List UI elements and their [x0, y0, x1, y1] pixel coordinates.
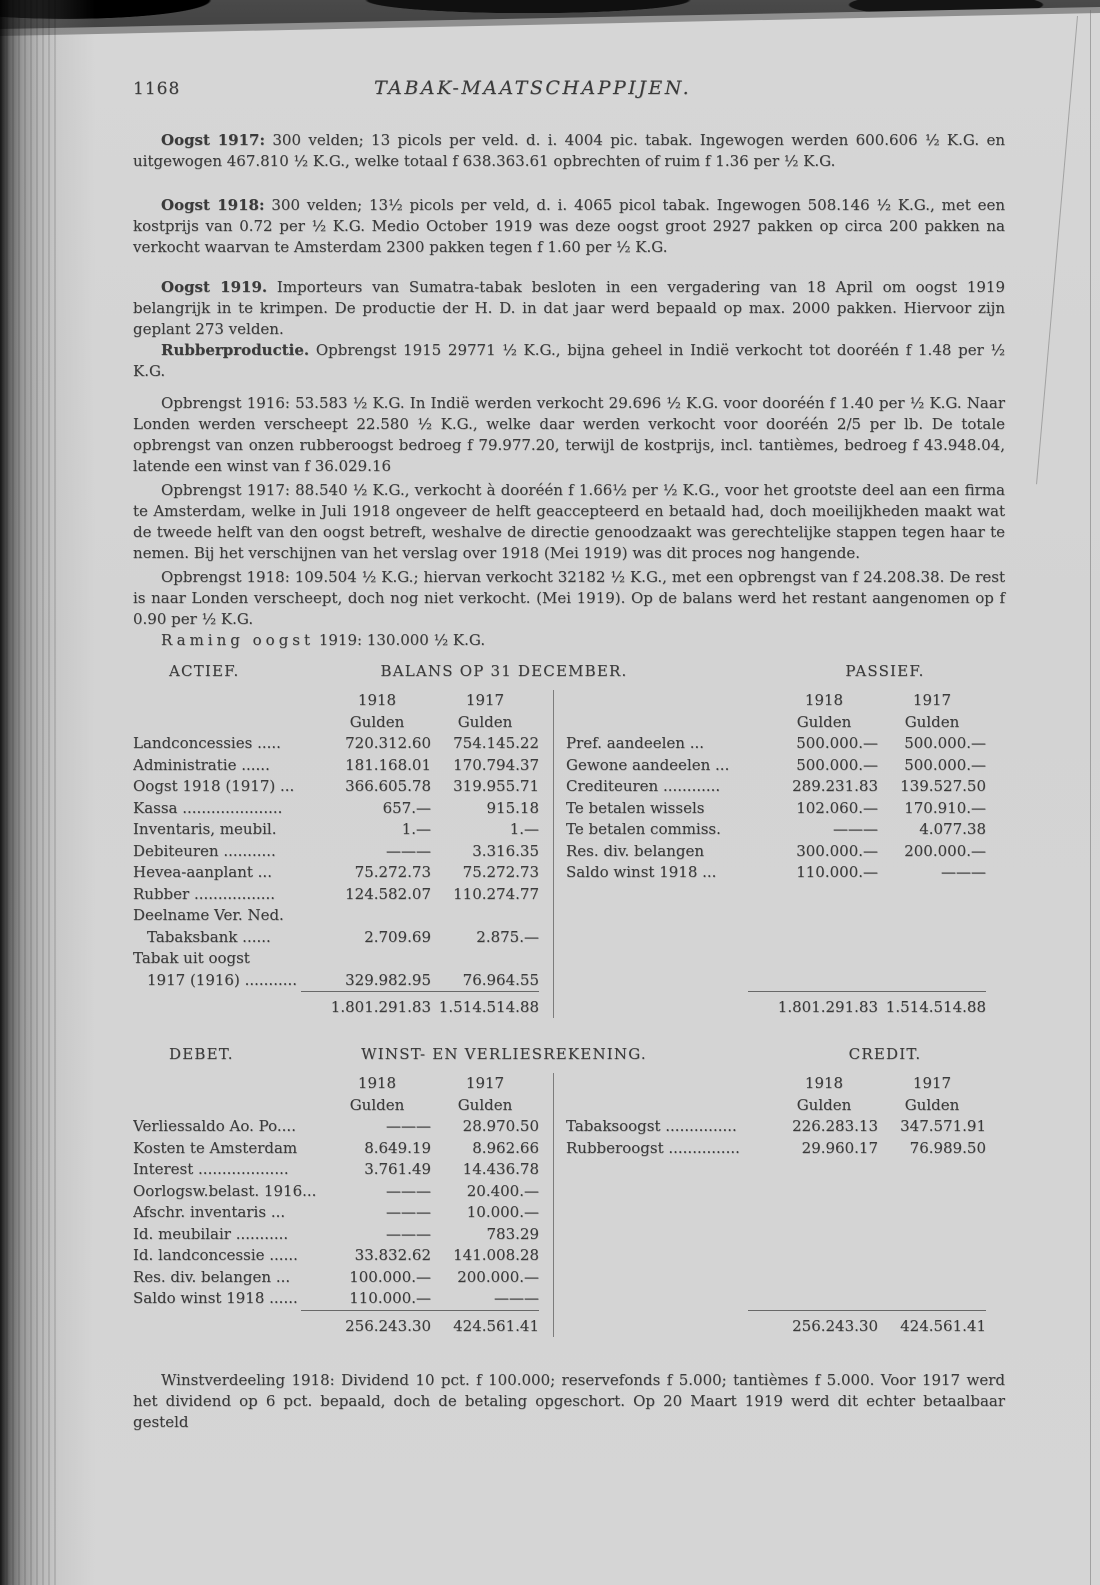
value-1918: 100.000.— — [349, 1267, 431, 1286]
paragraph-text: Opbrengst 1915 29771 ½ K.G., bijna geheel in Indië verkocht tot dooréén f 1.48 per ½ K.G. — [133, 341, 1005, 380]
row-label: Gewone aandeelen ... — [566, 755, 730, 774]
table-row — [133, 733, 539, 755]
page-header — [133, 78, 1005, 100]
value-1918: ——— — [386, 1117, 431, 1135]
table-row — [133, 884, 539, 906]
row-label: Res. div. belangen — [566, 841, 705, 860]
paragraph-text: 300 velden; 13½ picols per veld, d. i. 4065 picol tabak. Ingewogen 508.146 ½ K.G., met een kostprijs van 0.72 per ½ K.G. Medio October 1919 was deze oogst groot 2927 pakken op circa 200 pakken na verkocht waarvan te Amsterdam 2300 pakken tegen f 1.60 per ½ K.G. — [133, 196, 1005, 256]
row-label: Pref. aandeelen ... — [566, 734, 705, 752]
balance-sheet — [133, 661, 1005, 1018]
credit-column — [554, 1073, 1005, 1337]
paragraph-text: 300 velden; 13 picols per veld. d. i. 4004 pic. tabak. Ingewogen werden 600.606 ½ K.G. en uitgewogen 467.810 ½ K.G., welke totaal f 638.363.61 opbrechten of ruim f 1.36 per ½ K.G. — [133, 131, 1005, 170]
unit-header-row — [133, 1095, 539, 1117]
balance-title: BALANS OP 31 DECEMBER. — [380, 662, 628, 680]
value-1918: 329.982.95 — [345, 970, 431, 989]
profit-loss-statement — [133, 1044, 1005, 1337]
value-1918: 75.272.73 — [354, 863, 431, 881]
row-label: Tabaksbank ...... — [147, 927, 271, 946]
total-1917: 1.514.514.88 — [885, 998, 986, 1016]
credit-heading: CREDIT. — [848, 1045, 922, 1063]
row-label: Rubber ................. — [133, 884, 276, 903]
row-label: Afschr. inventaris ... — [133, 1203, 286, 1221]
paragraph-oogst-1919 — [133, 277, 1005, 340]
year-header-row — [566, 690, 986, 712]
table-row — [566, 798, 986, 820]
value-1917: 75.272.73 — [462, 863, 539, 881]
value-1917: 139.527.50 — [900, 777, 986, 795]
unit-header-row — [566, 712, 986, 734]
value-1917: 319.955.71 — [453, 777, 539, 795]
table-row — [133, 1224, 539, 1246]
value-1917: 500.000.— — [904, 755, 986, 774]
value-1918: 300.000.— — [796, 841, 878, 860]
year-header-row — [133, 1073, 539, 1095]
paragraph-lead: Rubberproductie. — [161, 341, 310, 359]
pnl-header — [133, 1044, 1005, 1065]
value-1918: 500.000.— — [796, 734, 878, 752]
table-row — [133, 776, 539, 798]
total-1918: 256.243.30 — [792, 1316, 878, 1335]
table-row — [133, 905, 539, 927]
value-1918: 124.582.07 — [345, 884, 431, 903]
table-row — [133, 862, 539, 884]
value-1917: 1.— — [509, 820, 539, 838]
row-label: Te betalen wissels — [566, 798, 705, 817]
table-row — [133, 819, 539, 841]
value-1917: 4.077.38 — [919, 820, 986, 838]
table-row — [133, 1159, 539, 1181]
value-1917: 76.964.55 — [462, 970, 539, 989]
table-row — [566, 733, 986, 755]
paragraph-oogst-1918 — [133, 195, 1005, 258]
row-label: Deelname Ver. Ned. — [133, 906, 284, 924]
table-row — [566, 1116, 986, 1138]
year-1918: 1918 — [804, 1074, 844, 1092]
value-1917: ——— — [941, 863, 986, 881]
table-row — [566, 841, 986, 863]
year-1918: 1918 — [804, 691, 844, 709]
value-1918: 289.231.83 — [792, 777, 878, 795]
paragraph-opbrengst-1918: Opbrengst 1918: 109.504 ½ K.G.; hiervan verkocht 32182 ½ K.G., met een opbrengst van f 24.208.38. De rest is naar Londen verscheept, doch nog niet verkocht. (Mei 1919). Op de balans werd het restant aangenomen op f 0.90 per ½ K.G. — [133, 568, 1005, 628]
row-label: Kosten te Amsterdam — [133, 1138, 298, 1157]
row-label: Interest ................... — [133, 1160, 289, 1178]
value-1918: 3.761.49 — [364, 1160, 431, 1178]
balance-body — [133, 690, 1005, 1018]
page-right-edge-line — [1090, 10, 1091, 1585]
debet-heading: DEBET. — [169, 1045, 234, 1063]
table-row — [133, 970, 539, 992]
total-1917: 424.561.41 — [453, 1316, 539, 1335]
passief-total-row — [748, 991, 986, 1018]
value-1918: 110.000.— — [796, 863, 878, 881]
value-1918: 181.168.01 — [345, 755, 431, 774]
total-1918: 1.801.291.83 — [330, 998, 431, 1016]
paragraph-text: Importeurs van Sumatra-tabak besloten in een vergadering van 18 April om oogst 1919 belangrijk in te krimpen. De productie der H. D. in dat jaar werd bepaald op max. 2000 pakken. Hiervoor zijn geplant 273 velden. — [133, 278, 1005, 338]
paragraph-rubberproductie — [133, 340, 1005, 382]
year-header-row — [566, 1073, 986, 1095]
paragraph-lead: Oogst 1918: — [161, 196, 265, 214]
table-row — [566, 862, 986, 884]
row-label: Inventaris, meubil. — [133, 820, 277, 838]
unit-label: Gulden — [796, 712, 852, 731]
value-1918: 102.060.— — [796, 798, 878, 817]
pnl-body — [133, 1073, 1005, 1337]
credit-total-row — [748, 1310, 986, 1337]
value-1918: ——— — [386, 1203, 431, 1221]
unit-label: Gulden — [457, 1095, 513, 1114]
table-row — [133, 755, 539, 777]
total-1917: 1.514.514.88 — [438, 998, 539, 1016]
row-label: Saldo winst 1918 ... — [566, 863, 717, 881]
value-1918: 1.— — [401, 820, 431, 838]
raming-lead: Raming oogst — [161, 631, 315, 649]
value-1918: ——— — [386, 841, 431, 860]
row-label: Saldo winst 1918 ...... — [133, 1289, 298, 1307]
table-row — [133, 948, 539, 970]
value-1917: 141.008.28 — [453, 1246, 539, 1264]
value-1918: 33.832.62 — [354, 1246, 431, 1264]
total-1918: 1.801.291.83 — [777, 998, 878, 1016]
year-1917: 1917 — [912, 691, 952, 709]
value-1918: 29.960.17 — [801, 1138, 878, 1157]
page-title: TABAK-MAATSCHAPPIJEN. — [374, 77, 692, 99]
year-1917: 1917 — [465, 1074, 505, 1092]
value-1917: 783.29 — [486, 1224, 539, 1243]
unit-label: Gulden — [796, 1095, 852, 1114]
value-1918: 720.312.60 — [345, 734, 431, 752]
table-row — [566, 755, 986, 777]
value-1918: 110.000.— — [349, 1289, 431, 1307]
table-row — [133, 1288, 539, 1310]
pnl-title: WINST- EN VERLIESREKENING. — [361, 1045, 647, 1063]
year-1918: 1918 — [357, 691, 397, 709]
value-1917: 2.875.— — [476, 927, 539, 946]
table-row — [133, 1181, 539, 1203]
unit-label: Gulden — [349, 1095, 405, 1114]
row-label: Oogst 1918 (1917) ... — [133, 777, 295, 795]
page-number: 1168 — [133, 79, 181, 99]
table-row — [133, 1138, 539, 1160]
value-1917: 3.316.35 — [472, 841, 539, 860]
table-row — [566, 1138, 986, 1160]
unit-label: Gulden — [457, 712, 513, 731]
table-row — [133, 841, 539, 863]
paragraph-oogst-1917 — [133, 130, 1005, 172]
value-1918: 8.649.19 — [364, 1138, 431, 1157]
actief-column — [133, 690, 554, 1018]
paragraph-lead: Oogst 1917: — [161, 131, 266, 149]
value-1917: 76.989.50 — [909, 1138, 986, 1157]
value-1917: 915.18 — [486, 798, 539, 817]
value-1917: 28.970.50 — [462, 1117, 539, 1135]
value-1918: ——— — [386, 1181, 431, 1200]
unit-label: Gulden — [349, 712, 405, 731]
row-label: Res. div. belangen ... — [133, 1267, 291, 1286]
actief-heading: ACTIEF. — [169, 662, 240, 680]
value-1917: 110.274.77 — [453, 884, 539, 903]
row-label: Id. meubilair ........... — [133, 1224, 289, 1243]
year-1917: 1917 — [465, 691, 505, 709]
row-label: Oorlogsw.belast. 1916... — [133, 1181, 317, 1200]
value-1918: 366.605.78 — [345, 777, 431, 795]
passief-heading: PASSIEF. — [845, 662, 925, 680]
unit-label: Gulden — [904, 1095, 960, 1114]
row-label: Rubberoogst ............... — [566, 1138, 740, 1157]
row-label: Landconcessies ..... — [133, 734, 281, 752]
value-1917: 500.000.— — [904, 734, 986, 752]
raming-text: 1919: 130.000 ½ K.G. — [318, 631, 486, 649]
value-1918: 2.709.69 — [364, 927, 431, 946]
value-1917: 14.436.78 — [462, 1160, 539, 1178]
passief-column — [554, 690, 1005, 1018]
value-1917: 200.000.— — [457, 1267, 539, 1286]
year-header-row — [133, 690, 539, 712]
table-row — [566, 776, 986, 798]
value-1918: ——— — [386, 1224, 431, 1243]
balance-header — [133, 661, 1005, 682]
value-1918: 226.283.13 — [792, 1117, 878, 1135]
page-content — [133, 78, 1005, 1433]
value-1918: 500.000.— — [796, 755, 878, 774]
row-label: 1917 (1916) ........... — [147, 970, 298, 989]
value-1917: ——— — [494, 1289, 539, 1307]
value-1917: 347.571.91 — [900, 1117, 986, 1135]
value-1918: ——— — [833, 820, 878, 838]
paragraph-opbrengst-1917: Opbrengst 1917: 88.540 ½ K.G., verkocht à dooréén f 1.66½ per ½ K.G., voor het grootste deel aan een firma te Amsterdam, welke in Juli 1918 ongeveer de helft geaccepteerd en betaald had, doch moeilijkheden maakt wat de tweede helft van den oogst betreft, weshalve de directie genoodzaakt was gerechtelijke stappen tegen haar te nemen. Bij het verschijnen van het verslag over 1918 (Mei 1919) was dit proces nog hangende. — [133, 481, 1005, 562]
row-label: Id. landconcessie ...... — [133, 1246, 298, 1264]
row-label: Administratie ...... — [133, 755, 270, 774]
value-1917: 170.910.— — [904, 798, 986, 817]
row-label: Te betalen commiss. — [566, 820, 721, 838]
row-label: Crediteuren ............ — [566, 777, 721, 795]
paragraph-opbrengst-1916: Opbrengst 1916: 53.583 ½ K.G. In Indië werden verkocht 29.696 ½ K.G. voor dooréén f 1.40 per ½ K.G. Naar Londen werden verscheept 22.580 ½ K.G., welke daar werden verkocht voor dooréén 2/5 per lb. De totale opbrengst van onzen rubberoogst bedroeg f 79.977.20, terwijl de kostprijs, incl. tantièmes, bedroeg f 43.948.04, latende een winst van f 36.029.16 — [133, 394, 1005, 475]
table-row — [133, 1245, 539, 1267]
row-label: Verliessaldo Ao. Po.... — [133, 1117, 296, 1135]
binding-streaks — [0, 0, 60, 1585]
unit-header-row — [133, 712, 539, 734]
debet-total-row — [301, 1310, 539, 1337]
value-1917: 10.000.— — [466, 1203, 539, 1221]
paragraph-lead: Oogst 1919. — [161, 278, 268, 296]
unit-label: Gulden — [904, 712, 960, 731]
row-label: Tabaksoogst ............... — [566, 1117, 737, 1135]
row-label: Tabak uit oogst — [133, 949, 250, 967]
value-1917: 754.145.22 — [453, 734, 539, 752]
table-row — [566, 819, 986, 841]
total-1918: 256.243.30 — [345, 1316, 431, 1335]
actief-total-row — [301, 991, 539, 1018]
table-row — [133, 927, 539, 949]
paragraph-winstverdeeling: Winstverdeeling 1918: Dividend 10 pct. f 100.000; reservefonds f 5.000; tantièmes f 5.000. Voor 1917 werd het dividend op 6 pct. bepaald, doch de betaling opgeschort. Op 20 Maart 1919 werd dit echter betaalbaar gesteld — [133, 1370, 1005, 1431]
value-1917: 20.400.— — [466, 1181, 539, 1200]
year-1917: 1917 — [912, 1074, 952, 1092]
paragraph-raming — [133, 630, 1005, 651]
table-row — [133, 1202, 539, 1224]
debet-column — [133, 1073, 554, 1337]
value-1917: 170.794.37 — [453, 755, 539, 774]
row-label: Debiteuren ........... — [133, 841, 276, 860]
row-label: Hevea-aanplant ... — [133, 863, 272, 881]
total-1917: 424.561.41 — [900, 1316, 986, 1335]
year-1918: 1918 — [357, 1074, 397, 1092]
unit-header-row — [566, 1095, 986, 1117]
value-1917: 200.000.— — [904, 841, 986, 860]
table-row — [133, 798, 539, 820]
row-label: Kassa ..................... — [133, 798, 283, 817]
table-row — [133, 1267, 539, 1289]
value-1918: 657.— — [382, 798, 431, 817]
value-1917: 8.962.66 — [472, 1138, 539, 1157]
table-row — [133, 1116, 539, 1138]
